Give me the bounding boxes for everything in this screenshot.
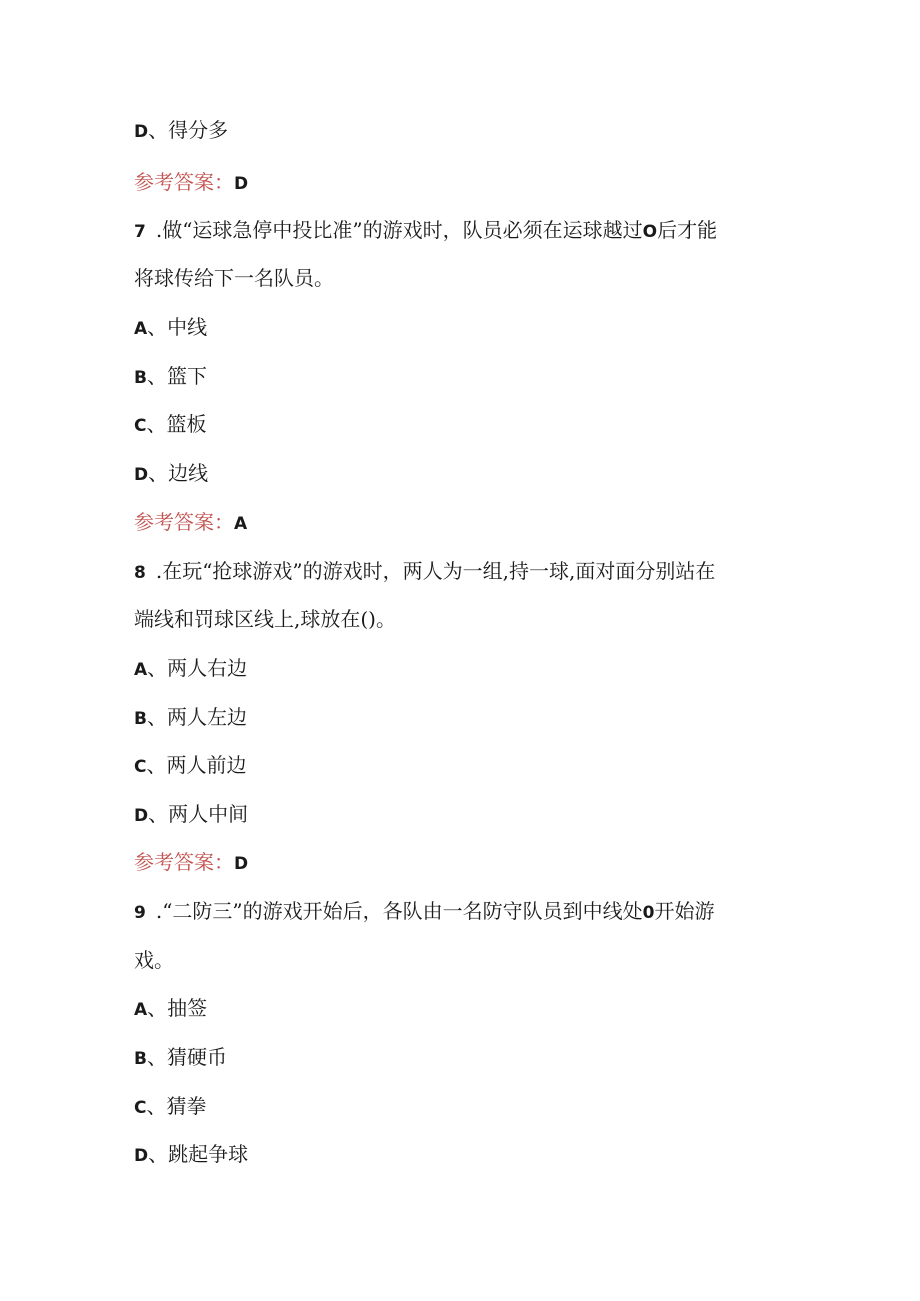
- option-text: 中线: [167, 315, 208, 339]
- option-letter: C: [134, 416, 147, 436]
- q8-option-b: [134, 703, 814, 733]
- question-text: 开始游: [654, 899, 715, 923]
- option-separator: 、: [147, 996, 168, 1020]
- question-text: 戏。: [134, 948, 174, 972]
- option-text: 篮下: [166, 364, 207, 388]
- question-blank-mark: O: [642, 222, 658, 242]
- q9-option-c: [134, 1092, 814, 1122]
- q7-stem-line-1: [134, 216, 814, 246]
- q7-answer: [134, 508, 814, 538]
- q8-option-a: [134, 654, 814, 684]
- question-text: 后才能: [657, 218, 718, 242]
- option-text: 两人左边: [166, 705, 247, 729]
- option-letter: A: [134, 660, 148, 680]
- answer-value: A: [234, 514, 248, 534]
- option-separator: 、: [148, 1142, 169, 1166]
- option-letter: A: [134, 1000, 148, 1020]
- option-separator: 、: [146, 705, 167, 729]
- q6-answer: [134, 168, 814, 198]
- option-letter: D: [134, 806, 149, 826]
- question-number: 9: [134, 903, 146, 923]
- option-letter: B: [134, 1049, 147, 1069]
- question-text: 将球传给下一名队员。: [134, 266, 334, 290]
- option-text: 两人前边: [166, 753, 247, 777]
- option-separator: 、: [146, 753, 167, 777]
- option-letter: C: [134, 757, 147, 777]
- answer-label: 参考答案：: [134, 170, 234, 194]
- option-letter: D: [134, 1146, 149, 1166]
- answer-label: 参考答案：: [134, 510, 234, 534]
- option-separator: 、: [146, 412, 167, 436]
- q9-stem-line-1: [134, 897, 814, 927]
- q8-option-c: [134, 751, 814, 781]
- option-letter: D: [134, 122, 149, 142]
- q9-option-b: [134, 1043, 814, 1073]
- answer-value: D: [234, 174, 249, 194]
- q9-option-d: [134, 1140, 814, 1170]
- option-separator: 、: [146, 1045, 167, 1069]
- option-letter: A: [134, 319, 148, 339]
- question-text: 端线和罚球区线上,球放在()。: [134, 607, 396, 631]
- option-text: 猜拳: [166, 1094, 207, 1118]
- q8-answer: [134, 848, 814, 878]
- option-separator: 、: [148, 802, 169, 826]
- q7-stem-line-2: [134, 264, 814, 292]
- q8-stem-line-2: [134, 605, 814, 633]
- answer-label: 参考答案：: [134, 850, 234, 874]
- q7-option-c: [134, 410, 814, 440]
- q7-option-b: [134, 362, 814, 392]
- option-separator: 、: [147, 315, 168, 339]
- question-text: .“二防三”的游戏开始后，各队由一名防守队员到中线处: [155, 899, 643, 923]
- option-text: 跳起争球: [168, 1142, 249, 1166]
- option-text: 两人中间: [168, 802, 249, 826]
- q9-stem-line-2: [134, 946, 814, 974]
- q7-option-d: [134, 459, 814, 489]
- question-text: .在玩“抢球游戏”的游戏时，两人为一组,持一球,面对面分别站在: [155, 559, 716, 583]
- option-text: 两人右边: [167, 656, 248, 680]
- question-number: 7: [134, 222, 146, 242]
- option-letter: B: [134, 368, 147, 388]
- q6-option-d: [134, 116, 814, 146]
- q9-option-a: [134, 994, 814, 1024]
- q7-option-a: [134, 313, 814, 343]
- option-text: 抽签: [167, 996, 208, 1020]
- question-blank-mark: 0: [642, 903, 655, 923]
- option-separator: 、: [148, 461, 169, 485]
- q8-option-d: [134, 800, 814, 830]
- option-text: 边线: [168, 461, 209, 485]
- question-number: 8: [134, 563, 146, 583]
- option-letter: B: [134, 709, 147, 729]
- option-separator: 、: [146, 1094, 167, 1118]
- q8-stem-line-1: [134, 557, 814, 587]
- option-separator: 、: [147, 656, 168, 680]
- question-text: .做“运球急停中投比准”的游戏时，队员必须在运球越过: [155, 218, 643, 242]
- option-letter: C: [134, 1098, 147, 1118]
- option-text: 猜硬币: [166, 1045, 227, 1069]
- option-separator: 、: [146, 364, 167, 388]
- answer-value: D: [234, 854, 249, 874]
- option-text: 篮板: [166, 412, 207, 436]
- option-separator: 、: [148, 118, 169, 142]
- option-letter: D: [134, 465, 149, 485]
- option-text: 得分多: [168, 118, 229, 142]
